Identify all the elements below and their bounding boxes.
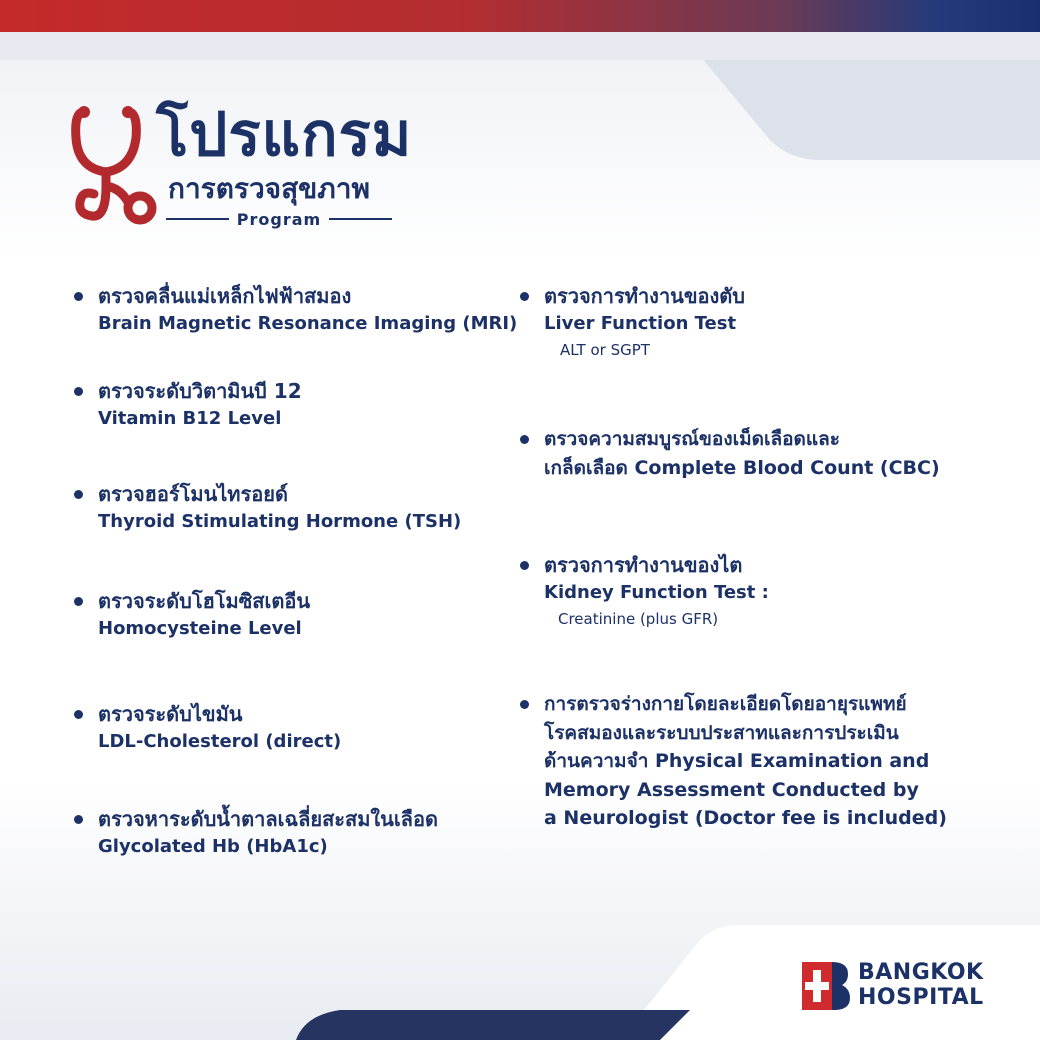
item-thai-label: ตรวจระดับไขมัน	[98, 702, 243, 726]
page-title: โปรแกรม	[156, 100, 413, 170]
item-line: ตรวจความสมบูรณ์ของเม็ดเลือดและ	[544, 428, 840, 450]
logo-text	[858, 960, 984, 1010]
item-thai-label: ตรวจระดับวิตามินบี 12	[98, 379, 302, 403]
item-line: a Neurologist (Doctor fee is included)	[544, 807, 947, 829]
item-line: Memory Assessment Conducted by	[544, 778, 919, 801]
bullet-dot	[74, 597, 83, 606]
page-subtitle: การตรวจสุขภาพ	[168, 172, 370, 205]
bullet-dot	[520, 561, 529, 570]
logo-line-1: BANGKOK	[858, 960, 984, 985]
item-line: ด้านความจำ Physical Examination and	[544, 750, 930, 772]
item-thai-label: ตรวจคลื่นแม่เหล็กไฟฟ้าสมอง	[98, 284, 352, 308]
item-english-label: LDL-Cholesterol (direct)	[98, 731, 342, 752]
item-thai-label: ตรวจการทำงานของตับ	[544, 284, 745, 308]
logo-line-2: HOSPITAL	[858, 985, 984, 1010]
bullet-dot	[74, 292, 83, 301]
item-line: เกล็ดเลือด Complete Blood Count (CBC)	[544, 456, 940, 479]
item-paragraph	[544, 690, 947, 833]
program-text: Program	[236, 209, 322, 229]
item-english-label: Kidney Function Test :	[544, 582, 769, 603]
bullet-dot	[74, 490, 83, 499]
item-line: โรคสมองและระบบประสาทและการประเมิน	[544, 721, 899, 744]
item-thai-label: ตรวจระดับโฮโมซิสเตอีน	[98, 589, 311, 613]
bullet-dot	[520, 700, 529, 709]
bullet-dot	[520, 292, 529, 301]
item-english-label: Liver Function Test	[544, 313, 737, 334]
item-english-label: Vitamin B12 Level	[98, 408, 282, 429]
bullet-dot	[74, 815, 83, 824]
item-note: ALT or SGPT	[560, 341, 650, 359]
item-paragraph	[544, 425, 940, 482]
bangkok-hospital-logo	[802, 962, 1002, 1010]
bullet-dot	[74, 387, 83, 396]
bangkok-hospital-logo-icon	[802, 962, 852, 1010]
bullet-dot	[520, 435, 529, 444]
item-note: Creatinine (plus GFR)	[558, 610, 719, 628]
item-english-label: Thyroid Stimulating Hormone (TSH)	[98, 511, 462, 532]
item-line: การตรวจร่างกายโดยละเอียดโดยอายุรแพทย์	[544, 693, 907, 715]
top-color-bar	[0, 0, 1040, 32]
item-english-label: Brain Magnetic Resonance Imaging (MRI)	[98, 313, 518, 334]
divider-left	[166, 218, 229, 220]
item-english-label: Homocysteine Level	[98, 618, 302, 639]
item-thai-label: ตรวจฮอร์โมนไทรอยด์	[98, 482, 288, 506]
program-label	[166, 208, 392, 230]
item-thai-label: ตรวจหาระดับน้ำตาลเฉลี่ยสะสมในเลือด	[98, 807, 438, 831]
item-english-label: Glycolated Hb (HbA1c)	[98, 836, 328, 857]
item-thai-label: ตรวจการทำงานของไต	[544, 553, 743, 577]
stethoscope-icon	[70, 98, 160, 228]
bullet-dot	[74, 710, 83, 719]
divider-right	[329, 218, 392, 220]
